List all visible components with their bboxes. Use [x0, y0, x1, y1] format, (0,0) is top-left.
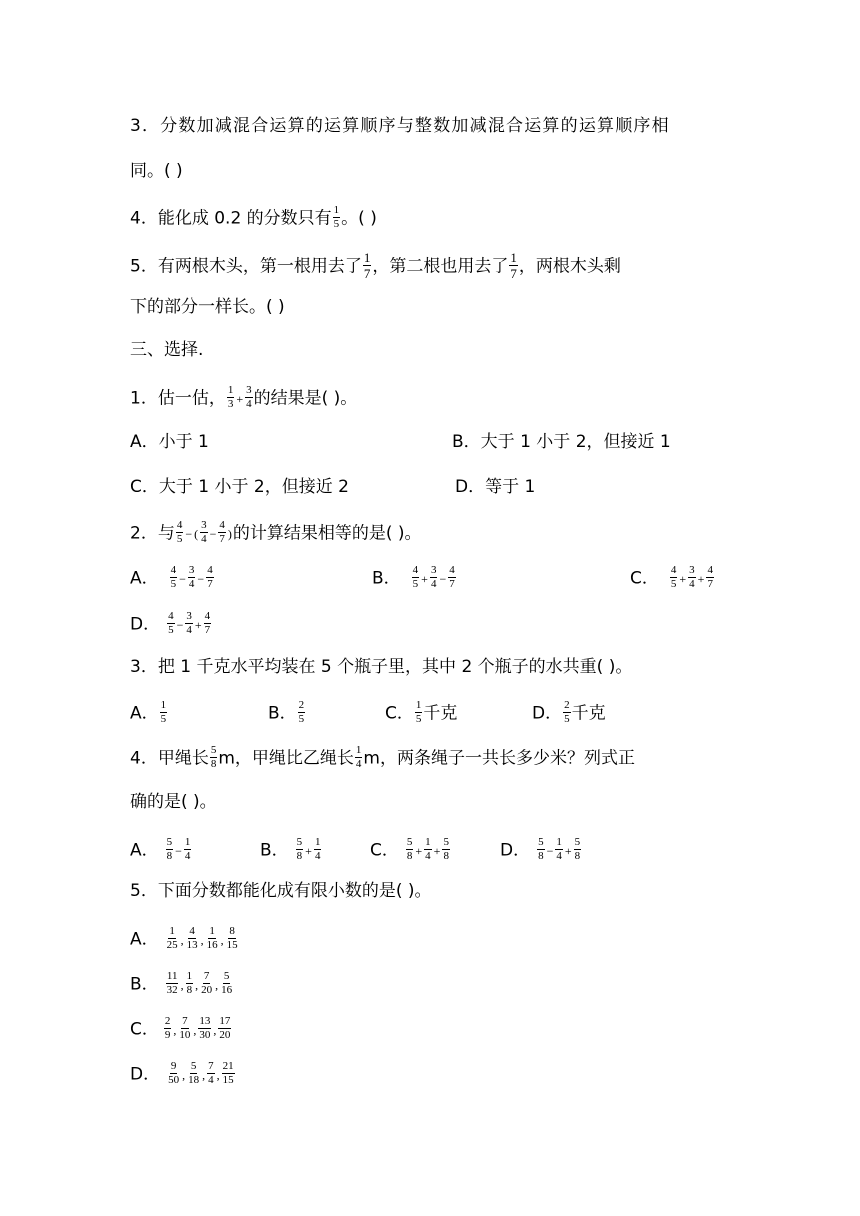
fraction: $\frac{3}{4}$	[201, 519, 207, 545]
choice-q2-option-c: C． $\frac{4}{5}$ + $\frac{3}{4}$ + $\frac{4}{7}$	[630, 564, 713, 590]
choice-q2-option-b: B． $\frac{4}{5}$ + $\frac{3}{4}$ − $\frac{4}{7}$	[372, 564, 455, 590]
fraction: $\frac{4}{5}$	[176, 519, 183, 545]
choice-q3-option-d: D． $\frac{2}{5}$ 千克	[532, 699, 606, 725]
choice-q4-option-d: D． $\frac{5}{8}$ − $\frac{1}{4}$ + $\frac{5}{8}$	[500, 836, 581, 862]
fraction-one-seventh: $\frac{1}{7}$	[510, 250, 517, 281]
judge-q4	[130, 206, 377, 231]
section-title: 三、选择.	[130, 340, 204, 360]
judge-q4-text: 4．能化成 0.2 的分数只有	[130, 208, 332, 229]
choice-q4-stem: 4．甲绳长 $\frac{5}{8}$ m，甲绳比乙绳长 $\frac{1}{4}$ m，两条绳子一共长多少米？列式正	[130, 744, 635, 770]
choice-q1-option-c: C．大于 1 小于 2，但接近 2	[130, 477, 349, 497]
choice-q3-stem: 3．把 1 千克水平均装在 5 个瓶子里，其中 2 个瓶子的水共重( )。	[130, 657, 633, 677]
choice-q2-option-a: A． $\frac{4}{5}$ − $\frac{3}{4}$ − $\frac{4}{7}$	[130, 564, 213, 590]
judge-q4-blank: 。( )	[341, 208, 377, 229]
choice-q1-option-d: D．等于 1	[455, 477, 536, 497]
choice-q4-option-c: C． $\frac{5}{8}$ + $\frac{1}{4}$ + $\frac{5}{8}$	[370, 836, 449, 862]
choice-q5-option-d: D． $\frac{9}{50}$ , $\frac{5}{18}$ , $\frac{7}{4}$ , $\frac{21}{15}$	[130, 1060, 234, 1086]
fraction: $\frac{3}{4}$	[246, 384, 252, 410]
choice-q1-option-b: B．大于 1 小于 2，但接近 1	[452, 432, 671, 452]
fraction: $\frac{4}{7}$	[219, 519, 225, 545]
fraction-one-seventh: $\frac{1}{7}$	[363, 250, 371, 281]
choice-q3-option-c: C． $\frac{1}{5}$ 千克	[385, 699, 458, 725]
choice-q5-option-c: C． $\frac{2}{9}$ , $\frac{7}{10}$ , $\frac{13}{30}$ , $\frac{17}{20}$	[130, 1015, 231, 1041]
judge-q5-text: 5．有两根木头，第一根用去了	[130, 256, 362, 277]
choice-q5-stem: 5．下面分数都能化成有限小数的是( )。	[130, 881, 432, 901]
choice-q3-option-b: B． $\frac{2}{5}$	[268, 699, 305, 725]
choice-q4-option-b: B． $\frac{5}{8}$ + $\frac{1}{4}$	[260, 836, 321, 862]
fraction-one-fifth: $\frac{1}{5}$	[333, 204, 340, 230]
choice-q2-stem: 2．与 $\frac{4}{5}$ − ( $\frac{3}{4}$ − $\frac{4}{7}$ )的计算结果相等的是( )。	[130, 519, 422, 545]
choice-q4-line2: 确的是( )。	[130, 792, 217, 812]
choice-q3-option-a: A． $\frac{1}{5}$	[130, 699, 167, 725]
judge-q3-line1: 3．分数加减混合运算的运算顺序与整数加减混合运算的运算顺序相	[130, 116, 670, 136]
judge-q5-text-end: ，两根木头剩	[518, 256, 621, 277]
judge-q3-line2: 同。( )	[130, 161, 183, 181]
judge-q5-line2: 下的部分一样长。( )	[130, 297, 285, 317]
judge-q5	[130, 252, 621, 281]
choice-q1-option-a: A．小于 1	[130, 432, 209, 452]
judge-q5-text-mid: ，第二根也用去了	[372, 256, 509, 277]
choice-q4-option-a: A． $\frac{5}{8}$ − $\frac{1}{4}$	[130, 836, 191, 862]
choice-q1-stem: 1．估一估， $\frac{1}{3}$ + $\frac{3}{4}$ 的结果是( )。	[130, 384, 358, 410]
choice-q5-option-b: B． $\frac{11}{32}$ , $\frac{1}{8}$ , $\frac{7}{20}$ , $\frac{5}{16}$	[130, 970, 233, 996]
choice-q2-option-d: D． $\frac{4}{5}$ − $\frac{3}{4}$ + $\frac{4}{7}$	[130, 610, 211, 636]
choice-q5-option-a: A． $\frac{1}{25}$ , $\frac{4}{13}$ , $\frac{1}{16}$ , $\frac{8}{15}$	[130, 925, 238, 951]
fraction: $\frac{1}{3}$	[227, 384, 234, 410]
